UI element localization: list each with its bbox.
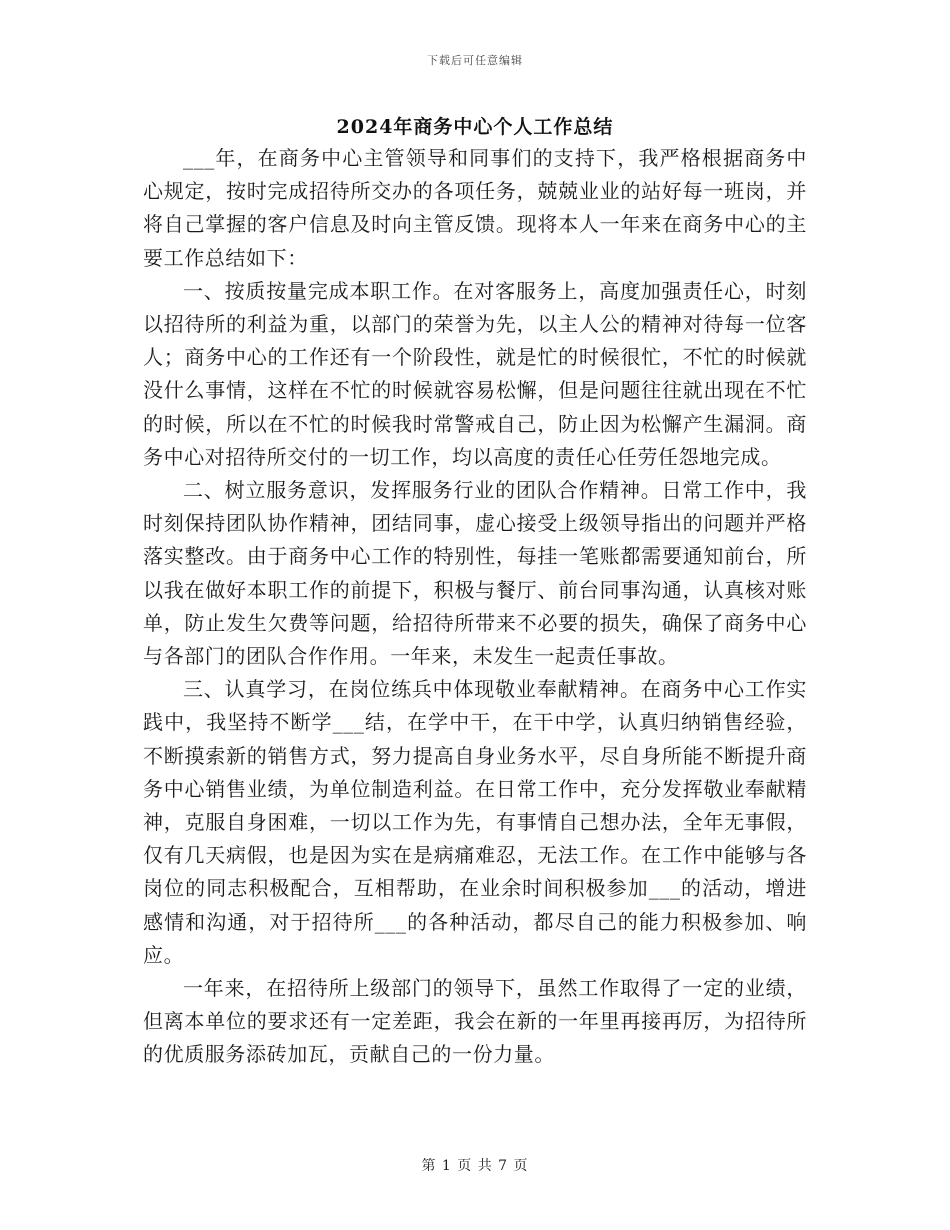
paragraph-section-2: 二、树立服务意识，发挥服务行业的团队合作精神。日常工作中，我时刻保持团队协作精神，团结同事，虚心接受上级领导指出的问题并严格落实整改。由于商务中心工作的特别性，每挂一笔账都需要通知前台，所以我在做好本职工作的前提下，积极与餐厅、前台同事沟通，认真核对账单，防止发生欠费等问题，给招待所带来不必要的损失，确保了商务中心与各部门的团队合作作用。一年来，未发生一起责任事故。	[143, 478, 807, 669]
header-note: 下载后可任意编辑	[427, 54, 523, 67]
document-title: 2024年商务中心个人工作总结	[336, 116, 614, 138]
page-footer: 第 1 页 共 7 页	[421, 1158, 529, 1174]
paragraph-intro: ___年，在商务中心主管领导和同事们的支持下，我严格根据商务中心规定，按时完成招待所交办的各项任务，兢兢业业的站好每一班岗，并将自己掌握的客户信息及时向主管反馈。现将本人一年来在商务中心的主要工作总结如下：	[143, 146, 807, 270]
paragraph-section-3: 三、认真学习，在岗位练兵中体现敬业奉献精神。在商务中心工作实践中，我坚持不断学___结，在学中干，在干中学，认真归纳销售经验，不断摸索新的销售方式，努力提高自身业务水平，尽自身所能不断提升商务中心销售业绩，为单位制造利益。在日常工作中，充分发挥敬业奉献精神，克服自身困难，一切以工作为先，有事情自己想办法，全年无事假，仅有几天病假，也是因为实在是病痛难忍，无法工作。在工作中能够与各岗位的同志积极配合，互相帮助，在业余时间积极参加___的活动，增进感情和沟通，对于招待所___的各种活动，都尽自己的能力积极参加、响应。	[143, 677, 807, 967]
paragraph-conclusion: 一年来，在招待所上级部门的领导下，虽然工作取得了一定的业绩，但离本单位的要求还有一定差距，我会在新的一年里再接再厉，为招待所的优质服务添砖加瓦，贡献自己的一份力量。	[143, 976, 807, 1067]
document-body	[143, 142, 807, 1072]
paragraph-section-1: 一、按质按量完成本职工作。在对客服务上，高度加强责任心，时刻以招待所的利益为重，以部门的荣誉为先，以主人公的精神对待每一位客人；商务中心的工作还有一个阶段性，就是忙的时候很忙，不忙的时候就没什么事情，这样在不忙的时候就容易松懈，但是问题往往就出现在不忙的时候，所以在不忙的时候我时常警戒自己，防止因为松懈产生漏洞。商务中心对招待所交付的一切工作，均以高度的责任心任劳任怨地完成。	[143, 278, 807, 469]
